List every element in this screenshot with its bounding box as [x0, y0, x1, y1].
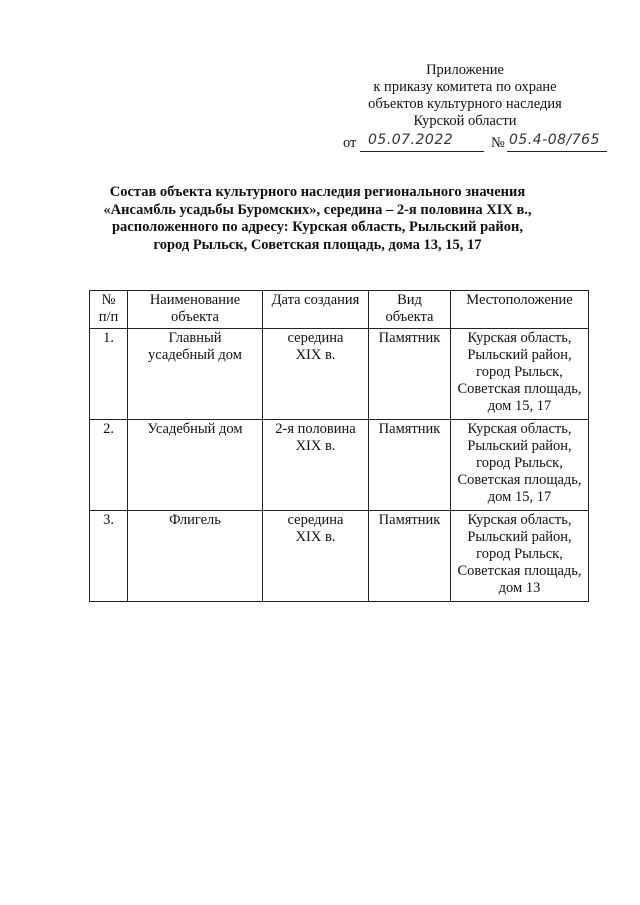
number-underline — [507, 151, 607, 152]
title-line: Состав объекта культурного наследия регионального значения — [109, 184, 526, 200]
table-row — [90, 511, 589, 602]
header-num: № п/п — [90, 291, 128, 329]
order-date: 05.07.2022 — [368, 132, 454, 148]
cell-type: Памятник — [369, 329, 451, 420]
order-number-label: № — [491, 135, 505, 151]
appendix-line: объектов культурного наследия — [368, 96, 562, 112]
cell-date: середина XIX в. — [263, 329, 369, 420]
cell-num: 1. — [90, 329, 128, 420]
appendix-line: Приложение — [426, 62, 504, 78]
cell-date: 2-я половина XIX в. — [263, 420, 369, 511]
header-location: Местоположение — [451, 291, 589, 329]
cell-num: 2. — [90, 420, 128, 511]
table-row — [90, 420, 589, 511]
header-date: Дата создания — [263, 291, 369, 329]
cell-date: середина XIX в. — [263, 511, 369, 602]
header-name: Наименование объекта — [128, 291, 263, 329]
appendix-block — [330, 62, 600, 130]
cell-type: Памятник — [369, 420, 451, 511]
cell-location: Курская область, Рыльский район, город Рыльск, Советская площадь, дом 15, 17 — [451, 329, 589, 420]
appendix-line: к приказу комитета по охране — [373, 79, 557, 95]
objects-table — [89, 290, 589, 602]
cell-type: Памятник — [369, 511, 451, 602]
cell-name: Главный усадебный дом — [128, 329, 263, 420]
order-from-label: от — [343, 135, 357, 151]
title-line: город Рыльск, Советская площадь, дома 13, 15, 17 — [153, 236, 482, 253]
title-line: «Ансамбль усадьбы Буромских», середина – 2-я половина XIX в., — [103, 201, 532, 218]
cell-name: Флигель — [128, 511, 263, 602]
header-type: Вид объекта — [369, 291, 451, 329]
order-reference — [343, 132, 633, 156]
document-title — [90, 184, 545, 254]
cell-num: 3. — [90, 511, 128, 602]
cell-location: Курская область, Рыльский район, город Рыльск, Советская площадь, дом 13 — [451, 511, 589, 602]
order-number: 05.4-08/765 — [509, 132, 600, 148]
title-line: расположенного по адресу: Курская область, Рыльский район, — [111, 219, 523, 235]
cell-name: Усадебный дом — [128, 420, 263, 511]
appendix-line: Курской области — [413, 113, 517, 129]
table-row — [90, 329, 589, 420]
table-header-row — [90, 291, 589, 329]
cell-location: Курская область, Рыльский район, город Рыльск, Советская площадь, дом 15, 17 — [451, 420, 589, 511]
date-underline — [360, 151, 484, 152]
